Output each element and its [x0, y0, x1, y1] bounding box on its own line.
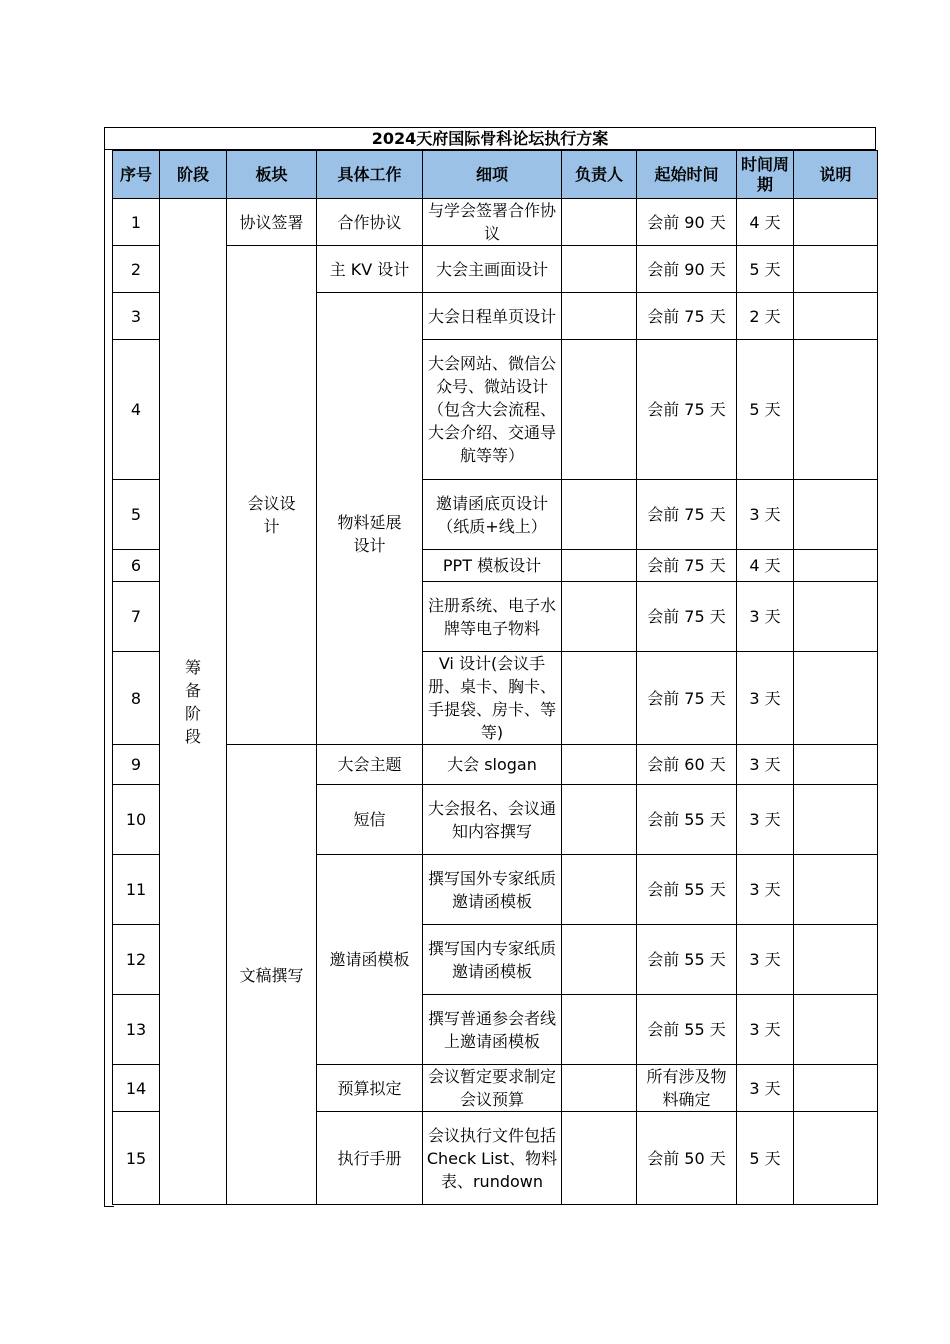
owner-cell — [562, 582, 637, 652]
note-cell — [794, 1112, 878, 1205]
header-section: 板块 — [227, 151, 317, 199]
item-cell: 撰写国内专家纸质邀请函模板 — [423, 925, 562, 995]
seq-cell: 10 — [113, 785, 160, 855]
note-cell — [794, 652, 878, 745]
start-cell: 所有涉及物料确定 — [637, 1065, 737, 1112]
owner-cell — [562, 925, 637, 995]
period-cell: 3 天 — [737, 480, 794, 550]
item-cell: 撰写国外专家纸质邀请函模板 — [423, 855, 562, 925]
work-material-label: 物料延展设计 — [337, 512, 402, 555]
seq-cell: 15 — [113, 1112, 160, 1205]
note-cell — [794, 925, 878, 995]
seq-cell: 2 — [113, 246, 160, 293]
seq-cell: 6 — [113, 550, 160, 582]
stage-label: 筹备阶段 — [184, 657, 201, 746]
owner-cell — [562, 199, 637, 246]
note-cell — [794, 550, 878, 582]
period-cell: 3 天 — [737, 652, 794, 745]
start-cell: 会前 55 天 — [637, 785, 737, 855]
seq-cell: 3 — [113, 293, 160, 340]
start-cell: 会前 75 天 — [637, 293, 737, 340]
table-row — [113, 246, 878, 293]
start-cell: 会前 55 天 — [637, 855, 737, 925]
note-cell — [794, 246, 878, 293]
item-cell: Vi 设计(会议手册、桌卡、胸卡、手提袋、房卡、等等) — [423, 652, 562, 745]
period-cell: 5 天 — [737, 246, 794, 293]
header-row — [113, 151, 878, 199]
note-cell — [794, 745, 878, 785]
item-cell: 大会主画面设计 — [423, 246, 562, 293]
execution-plan-table — [112, 150, 878, 1205]
seq-cell: 13 — [113, 995, 160, 1065]
work-cell: 预算拟定 — [317, 1065, 423, 1112]
start-cell: 会前 55 天 — [637, 925, 737, 995]
header-start: 起始时间 — [637, 151, 737, 199]
work-cell: 执行手册 — [317, 1112, 423, 1205]
item-cell: 大会 slogan — [423, 745, 562, 785]
period-cell: 5 天 — [737, 1112, 794, 1205]
owner-cell — [562, 785, 637, 855]
item-cell: 会议执行文件包括 Check List、物料表、rundown — [423, 1112, 562, 1205]
note-cell — [794, 855, 878, 925]
owner-cell — [562, 246, 637, 293]
stage-cell — [160, 199, 227, 1205]
table-row — [113, 745, 878, 785]
work-cell: 合作协议 — [317, 199, 423, 246]
owner-cell — [562, 340, 637, 480]
work-cell: 邀请函模板 — [317, 855, 423, 1065]
note-cell — [794, 199, 878, 246]
period-cell: 3 天 — [737, 855, 794, 925]
table-row — [113, 199, 878, 246]
owner-cell — [562, 480, 637, 550]
start-cell: 会前 75 天 — [637, 582, 737, 652]
item-cell: 大会报名、会议通知内容撰写 — [423, 785, 562, 855]
item-cell: 撰写普通参会者线上邀请函模板 — [423, 995, 562, 1065]
work-cell: 主 KV 设计 — [317, 246, 423, 293]
item-cell: 与学会签署合作协议 — [423, 199, 562, 246]
seq-cell: 14 — [113, 1065, 160, 1112]
period-cell: 3 天 — [737, 745, 794, 785]
owner-cell — [562, 745, 637, 785]
item-cell: 邀请函底页设计（纸质+线上） — [423, 480, 562, 550]
work-cell: 大会主题 — [317, 745, 423, 785]
item-cell: PPT 模板设计 — [423, 550, 562, 582]
period-cell: 3 天 — [737, 582, 794, 652]
period-cell: 5 天 — [737, 340, 794, 480]
period-cell: 3 天 — [737, 995, 794, 1065]
item-cell: 大会日程单页设计 — [423, 293, 562, 340]
document-title: 2024天府国际骨科论坛执行方案 — [104, 127, 876, 150]
owner-cell — [562, 652, 637, 745]
start-cell: 会前 55 天 — [637, 995, 737, 1065]
period-cell: 4 天 — [737, 550, 794, 582]
period-cell: 2 天 — [737, 293, 794, 340]
section-writing-label: 文稿撰写 — [239, 966, 304, 985]
start-cell: 会前 60 天 — [637, 745, 737, 785]
period-cell: 3 天 — [737, 1065, 794, 1112]
seq-cell: 11 — [113, 855, 160, 925]
header-stage: 阶段 — [160, 151, 227, 199]
owner-cell — [562, 293, 637, 340]
section-cell — [227, 745, 317, 1205]
bottom-border-stub — [104, 1206, 114, 1207]
seq-cell: 4 — [113, 340, 160, 480]
seq-cell: 7 — [113, 582, 160, 652]
start-cell: 会前 75 天 — [637, 652, 737, 745]
start-cell: 会前 90 天 — [637, 199, 737, 246]
note-cell — [794, 1065, 878, 1112]
owner-cell — [562, 995, 637, 1065]
section-cell: 协议签署 — [227, 199, 317, 246]
start-cell: 会前 50 天 — [637, 1112, 737, 1205]
note-cell — [794, 785, 878, 855]
period-cell: 3 天 — [737, 785, 794, 855]
header-work: 具体工作 — [317, 151, 423, 199]
seq-cell: 9 — [113, 745, 160, 785]
note-cell — [794, 293, 878, 340]
period-cell: 3 天 — [737, 925, 794, 995]
work-cell: 短信 — [317, 785, 423, 855]
header-seq: 序号 — [113, 151, 160, 199]
header-owner: 负责人 — [562, 151, 637, 199]
owner-cell — [562, 550, 637, 582]
note-cell — [794, 995, 878, 1065]
header-period: 时间周期 — [737, 151, 794, 199]
section-design-label: 会议设计 — [247, 494, 296, 536]
seq-cell: 5 — [113, 480, 160, 550]
seq-cell: 1 — [113, 199, 160, 246]
owner-cell — [562, 1065, 637, 1112]
period-cell: 4 天 — [737, 199, 794, 246]
header-item: 细项 — [423, 151, 562, 199]
header-note: 说明 — [794, 151, 878, 199]
note-cell — [794, 480, 878, 550]
start-cell: 会前 75 天 — [637, 550, 737, 582]
start-cell: 会前 75 天 — [637, 480, 737, 550]
work-cell — [317, 293, 423, 745]
section-cell — [227, 246, 317, 745]
note-cell — [794, 582, 878, 652]
note-cell — [794, 340, 878, 480]
owner-cell — [562, 1112, 637, 1205]
item-cell: 注册系统、电子水牌等电子物料 — [423, 582, 562, 652]
seq-cell: 12 — [113, 925, 160, 995]
start-cell: 会前 75 天 — [637, 340, 737, 480]
item-cell: 大会网站、微信公众号、微站设计（包含大会流程、大会介绍、交通导航等等） — [423, 340, 562, 480]
owner-cell — [562, 855, 637, 925]
start-cell: 会前 90 天 — [637, 246, 737, 293]
seq-cell: 8 — [113, 652, 160, 745]
item-cell: 会议暂定要求制定会议预算 — [423, 1065, 562, 1112]
left-border-line — [104, 150, 105, 1207]
